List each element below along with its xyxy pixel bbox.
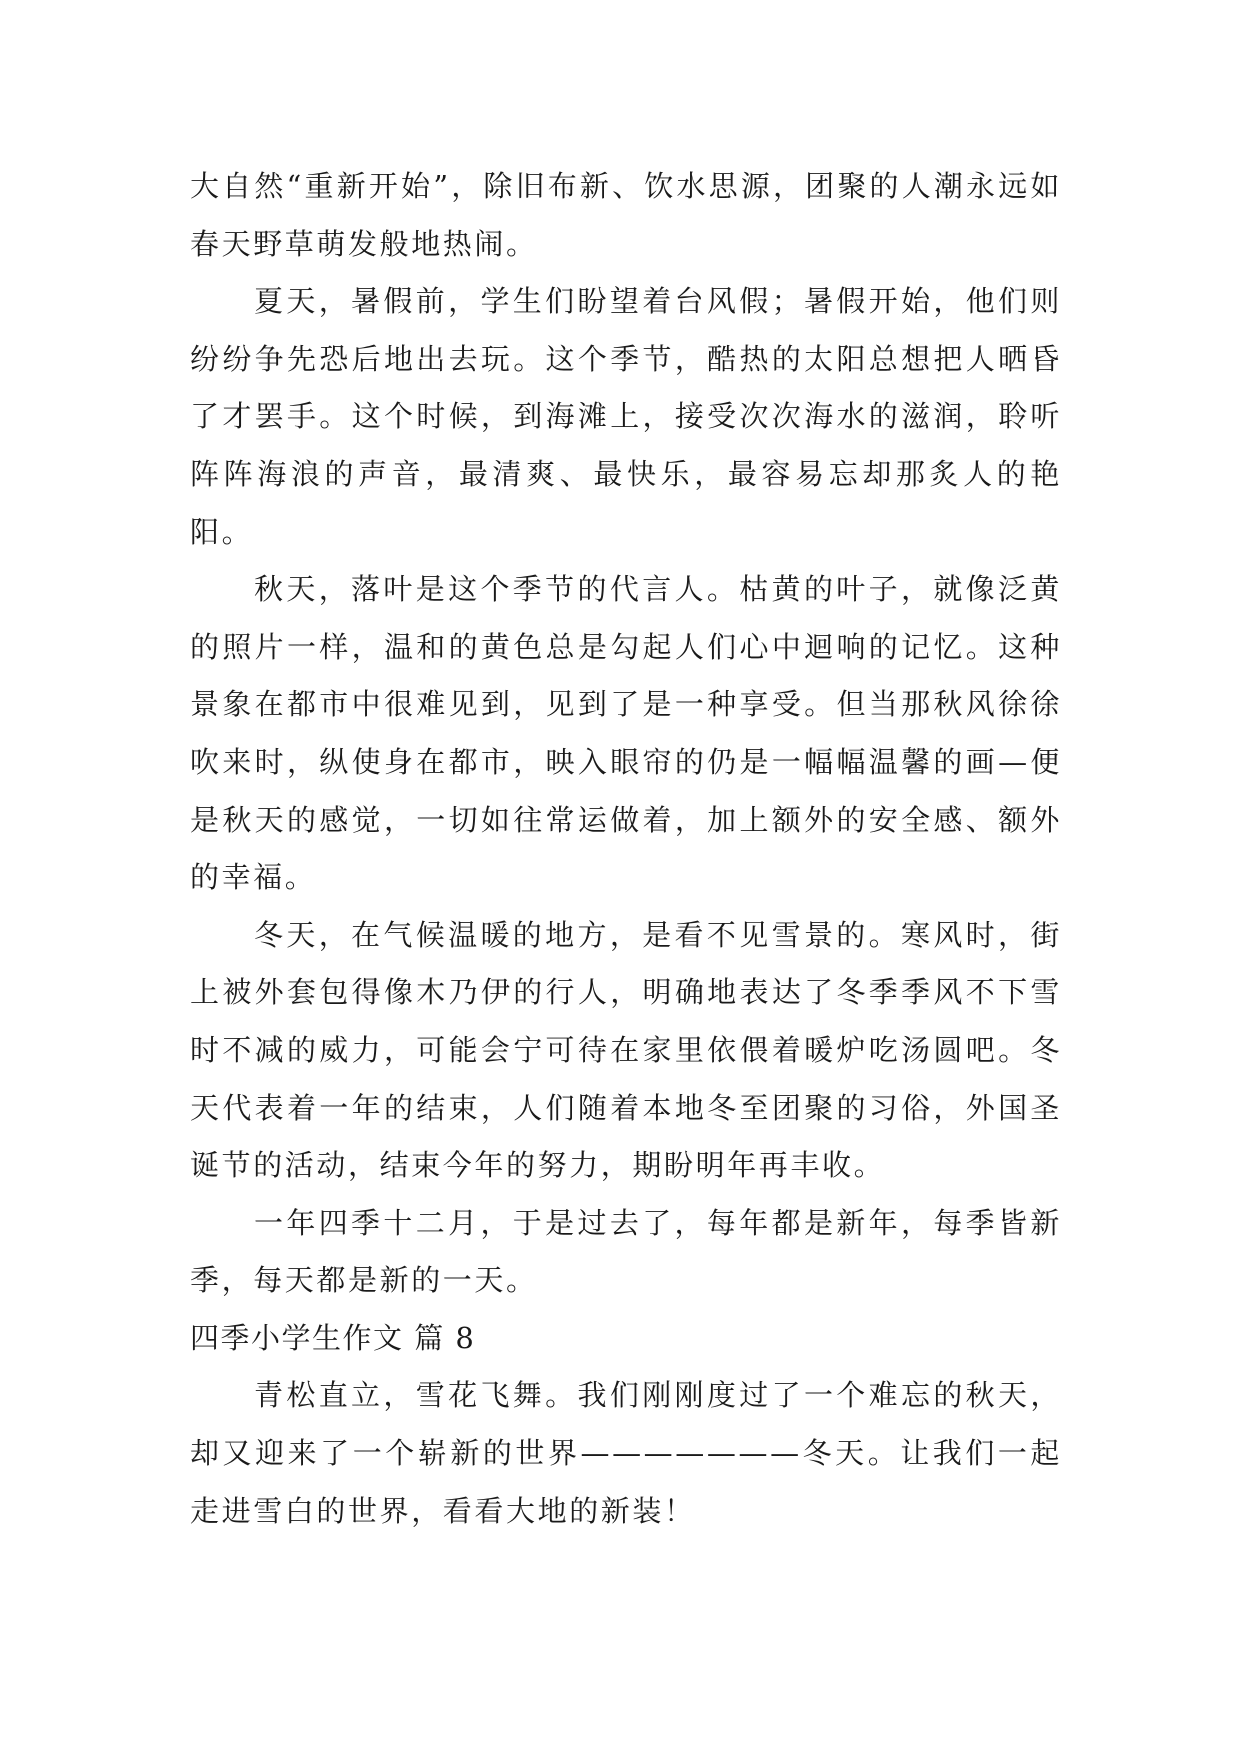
paragraph-autumn: 秋天，落叶是这个季节的代言人。枯黄的叶子，就像泛黄的照片一样，温和的黄色总是勾起人们心中迴响的记忆。这种景象在都市中很难见到，见到了是一种享受。但当那秋风徐徐吹来时，纵使身在都市，映入眼帘的仍是一幅幅温馨的画—便是秋天的感觉，一切如往常运做着，加上额外的安全感、额外的幸福。 [190,572,1062,895]
paragraph-essay8-opening: 青松直立，雪花飞舞。我们刚刚度过了一个难忘的秋天，却又迎来了一个崭新的世界———————冬天。让我们一起走进雪白的世界，看看大地的新装！ [190,1378,1062,1528]
paragraph-spring-end: 大自然“重新开始”，除旧布新、饮水思源，团聚的人潮永远如春天野草萌发般地热闹。 [190,169,1062,261]
paragraph-winter: 冬天，在气候温暖的地方，是看不见雪景的。寒风时，街上被外套包得像木乃伊的行人，明确地表达了冬季季风不下雪时不减的威力，可能会宁可待在家里依偎着暖炉吃汤圆吧。冬天代表着一年的结束，人们随着本地冬至团聚的习俗，外国圣诞节的活动，结束今年的努力，期盼明年再丰收。 [190,917,1062,1183]
section-title: 四季小学生作文 篇 8 [190,1320,476,1355]
paragraph-year-end: 一年四季十二月，于是过去了，每年都是新年，每季皆新季，每天都是新的一天。 [190,1205,1062,1298]
paragraph-summer: 夏天，暑假前，学生们盼望着台风假；暑假开始，他们则纷纷争先恐后地出去玩。这个季节，酷热的太阳总想把人晒昏了才罢手。这个时候，到海滩上，接受次次海水的滋润，聆听阵阵海浪的声音，最清爽、最快乐，最容易忘却那炙人的艳阳。 [190,284,1062,549]
document-body [190,158,1062,1540]
